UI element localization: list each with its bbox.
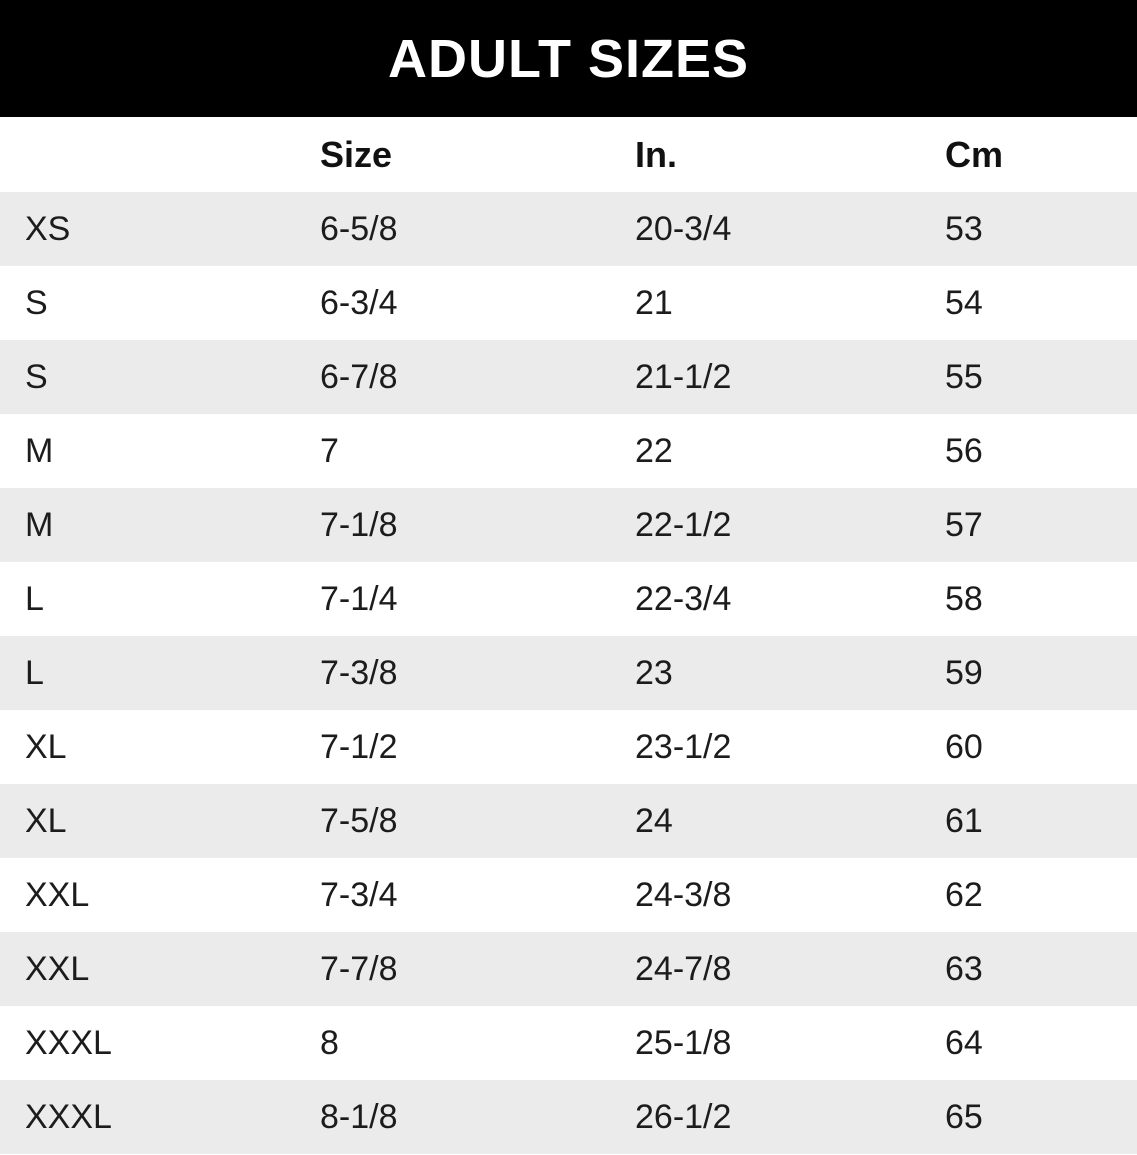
cm-cell: 58 [945,579,983,618]
size-label-cell: M [25,505,54,544]
size-cell: 7-7/8 [320,949,398,988]
table-row [0,266,1137,340]
inches-cell: 22-1/2 [635,505,732,544]
cm-cell: 63 [945,949,983,988]
inches-cell: 20-3/4 [635,209,732,248]
size-cell: 7-3/4 [320,875,398,914]
size-cell: 7-1/4 [320,579,398,618]
size-label-cell: S [25,357,48,396]
inches-cell: 22-3/4 [635,579,732,618]
size-label-cell: XXL [25,875,90,914]
size-cell: 8 [320,1023,339,1062]
inches-cell: 26-1/2 [635,1097,732,1136]
cm-cell: 54 [945,283,983,322]
table-row [0,414,1137,488]
column-header-cm: Cm [945,133,1004,175]
inches-cell: 21-1/2 [635,357,732,396]
size-label-cell: XL [25,727,67,766]
inches-cell: 24 [635,801,673,840]
cm-cell: 60 [945,727,983,766]
size-label-cell: XXXL [25,1097,112,1136]
title-banner [0,0,1137,117]
table-row [0,562,1137,636]
cm-cell: 64 [945,1023,983,1062]
inches-cell: 24-7/8 [635,949,732,988]
table-row [0,932,1137,1006]
size-label-cell: XXL [25,949,90,988]
table-row [0,784,1137,858]
size-label-cell: XL [25,801,67,840]
size-cell: 7-1/2 [320,727,398,766]
table-row [0,710,1137,784]
size-label-cell: XXXL [25,1023,112,1062]
size-label-cell: XS [25,209,71,248]
column-header-size: Size [320,133,393,175]
column-header-inches: In. [635,133,677,175]
cm-cell: 62 [945,875,983,914]
inches-cell: 25-1/8 [635,1023,732,1062]
inches-cell: 22 [635,431,673,470]
cm-cell: 59 [945,653,983,692]
size-cell: 8-1/8 [320,1097,398,1136]
size-label-cell: L [25,653,44,692]
cm-cell: 56 [945,431,983,470]
size-cell: 7-3/8 [320,653,398,692]
table-row [0,1080,1137,1154]
table-row [0,192,1137,266]
cm-cell: 55 [945,357,983,396]
size-cell: 6-3/4 [320,283,398,322]
cm-cell: 57 [945,505,983,544]
size-table-body [0,192,1137,1154]
inches-cell: 24-3/8 [635,875,732,914]
page-title: ADULT SIZES [388,28,749,89]
size-label-cell: M [25,431,54,470]
inches-cell: 21 [635,283,673,322]
size-label-cell: L [25,579,44,618]
inches-cell: 23-1/2 [635,727,732,766]
cm-cell: 61 [945,801,983,840]
table-row [0,858,1137,932]
table-row [0,636,1137,710]
cm-cell: 53 [945,209,983,248]
table-row [0,1006,1137,1080]
table-row [0,340,1137,414]
table-header-row [0,117,1137,192]
table-row [0,488,1137,562]
inches-cell: 23 [635,653,673,692]
cm-cell: 65 [945,1097,983,1136]
size-cell: 6-5/8 [320,209,398,248]
size-cell: 6-7/8 [320,357,398,396]
size-cell: 7 [320,431,339,470]
size-cell: 7-5/8 [320,801,398,840]
size-cell: 7-1/8 [320,505,398,544]
size-label-cell: S [25,283,48,322]
